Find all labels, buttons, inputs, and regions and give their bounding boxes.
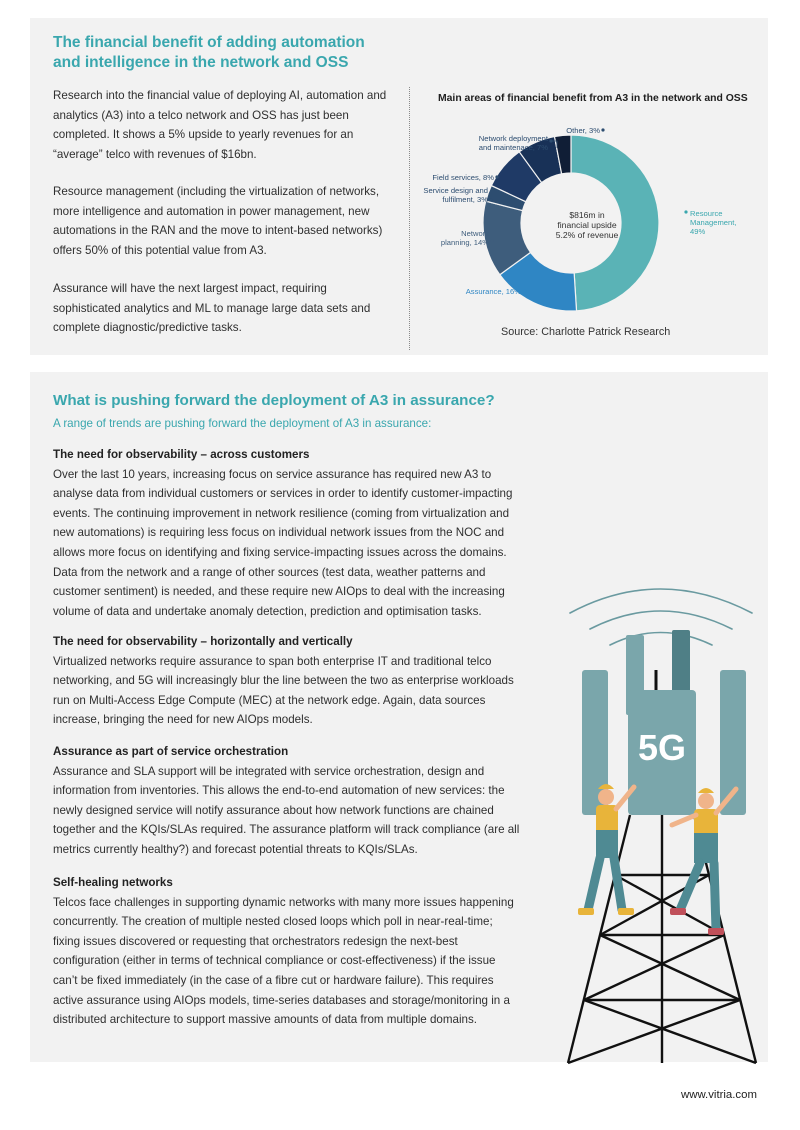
slice-label: Resource — [690, 209, 723, 218]
section-observability-horizontal: The need for observability – horizontally and vertically Virtualized networks require assurance to span both enterprise IT and traditional telco networking, and 5G will increasingly blur the line between the two as enterprise workloads run on Multi-Access Edge Compute (MEC) at the network edge. Again, data sources increase, bringing the need for new AIOps models. — [53, 632, 514, 730]
financial-benefit-paragraph-2: Resource management (including the virtualization of networks, more intelligence and automation in power management, new automations in the RAN and the move to intent-based networks) offers 50% of this potential value from A3. — [53, 185, 383, 257]
section-observability-customers: The need for observability – across customers Over the last 10 years, increasing focus on service assurance has required new A3 to analyse data from individual customers or services in order to identify customer-impacting events. The continuing improvement in network resilience (coming from virtualization and new automations) is requiring less focus on individual network issues from the NOC and allows more focus on identifying and fixing service-impacting issues across the domains. Data from the network and a range of other sources (test data, weather patterns and customer sentiment) is needed, and these require new AIOps to deal with the increasing volume of data and undertake anomaly detection, prediction and optimisation tasks. — [53, 445, 512, 621]
slice-label: planning, 14% — [440, 238, 489, 247]
financial-benefit-paragraph-3: Assurance will have the next largest impact, requiring sophisticated analytics and ML to manage large data sets and complete diagnostic/predictive tasks. — [53, 282, 371, 335]
slice-label-marker — [684, 210, 687, 213]
slice-label: 49% — [690, 227, 706, 236]
slice-label: fulfilment, 3% — [442, 195, 488, 204]
financial-benefit-paragraph-1: Research into the financial value of deploying AI, automation and analytics (A3) into a telco network and OSS has just been completed. It shows a 5% upside to yearly revenues for an “average” telco with revenues of $16bn. — [53, 89, 387, 161]
footer-url[interactable]: www.vitria.com — [681, 1089, 757, 1101]
5g-label: 5G — [637, 727, 687, 768]
chart-center-label: 5.2% of revenue — [555, 230, 619, 240]
slice-label-marker — [489, 198, 492, 201]
slice-label: Assurance, 16% — [465, 287, 521, 296]
5g-tower-illustration — [560, 575, 765, 1065]
chart-source: Source: Charlotte Patrick Research — [501, 326, 671, 338]
slice-label: Network — [461, 229, 489, 238]
section-heading: Self-healing networks — [53, 876, 173, 889]
chart-center-label: $816m in — [569, 210, 605, 220]
assurance-intro: A range of trends are pushing forward the deployment of A3 in assurance: — [53, 417, 432, 430]
section-service-orchestration: Assurance as part of service orchestration Assurance and SLA support will be integrated with service orchestration, design and information from inventories. This allows the end-to-end automation of new services: the newly designed service will notify assurance about how network functions are chained together and the KQIs/SLAs required. The assurance platform will track compliance (are all metrics currently healthy?) and forecast potential threats to KQIs/SLAs. — [53, 742, 519, 860]
slice-label: Service design and — [423, 186, 488, 195]
slice-label: and maintenace, 7% — [478, 143, 548, 152]
assurance-title: What is pushing forward the deployment of A3 in assurance? — [53, 392, 495, 409]
signal-waves-icon — [570, 589, 752, 645]
slice-label-marker — [490, 239, 493, 242]
section-heading: The need for observability – horizontally and vertically — [53, 635, 353, 648]
section-heading: Assurance as part of service orchestration — [53, 745, 289, 758]
slice-label: Other, 3% — [566, 126, 600, 135]
section-heading: The need for observability – across customers — [53, 448, 310, 461]
slice-label-marker — [495, 175, 498, 178]
section-self-healing: Self-healing networks Telcos face challenges in supporting dynamic networks with many more issues happening concurrently. The creation of multiple nested closed loops which poll in near-real-time; fixing issues discovered or requesting that orchestrators redesign the next-best configuration (either in terms of technical compliance or cost-effectiveness) if the issue can’t be fixed immediately (in the case of a fibre cut or hardware failure). This requires active assurance using AIOps models, time-series databases and storage/monitoring in a distributed architecture to support massive amounts of data from multiple domains. — [53, 873, 514, 1030]
slice-label: Management, — [690, 218, 737, 227]
slice-label: Field services, 8% — [432, 173, 494, 182]
chart-title: Main areas of financial benefit from A3 in the network and OSS — [438, 93, 748, 104]
benefit-pie-chart — [0, 0, 800, 355]
slice-label-marker — [523, 289, 526, 292]
chart-center-label: financial upside — [557, 220, 617, 230]
slice-label-marker — [601, 128, 604, 131]
slice-label: Network deployment — [478, 134, 548, 143]
financial-benefit-title: The financial benefit of adding automation and intelligence in the network and OSS — [53, 34, 365, 71]
